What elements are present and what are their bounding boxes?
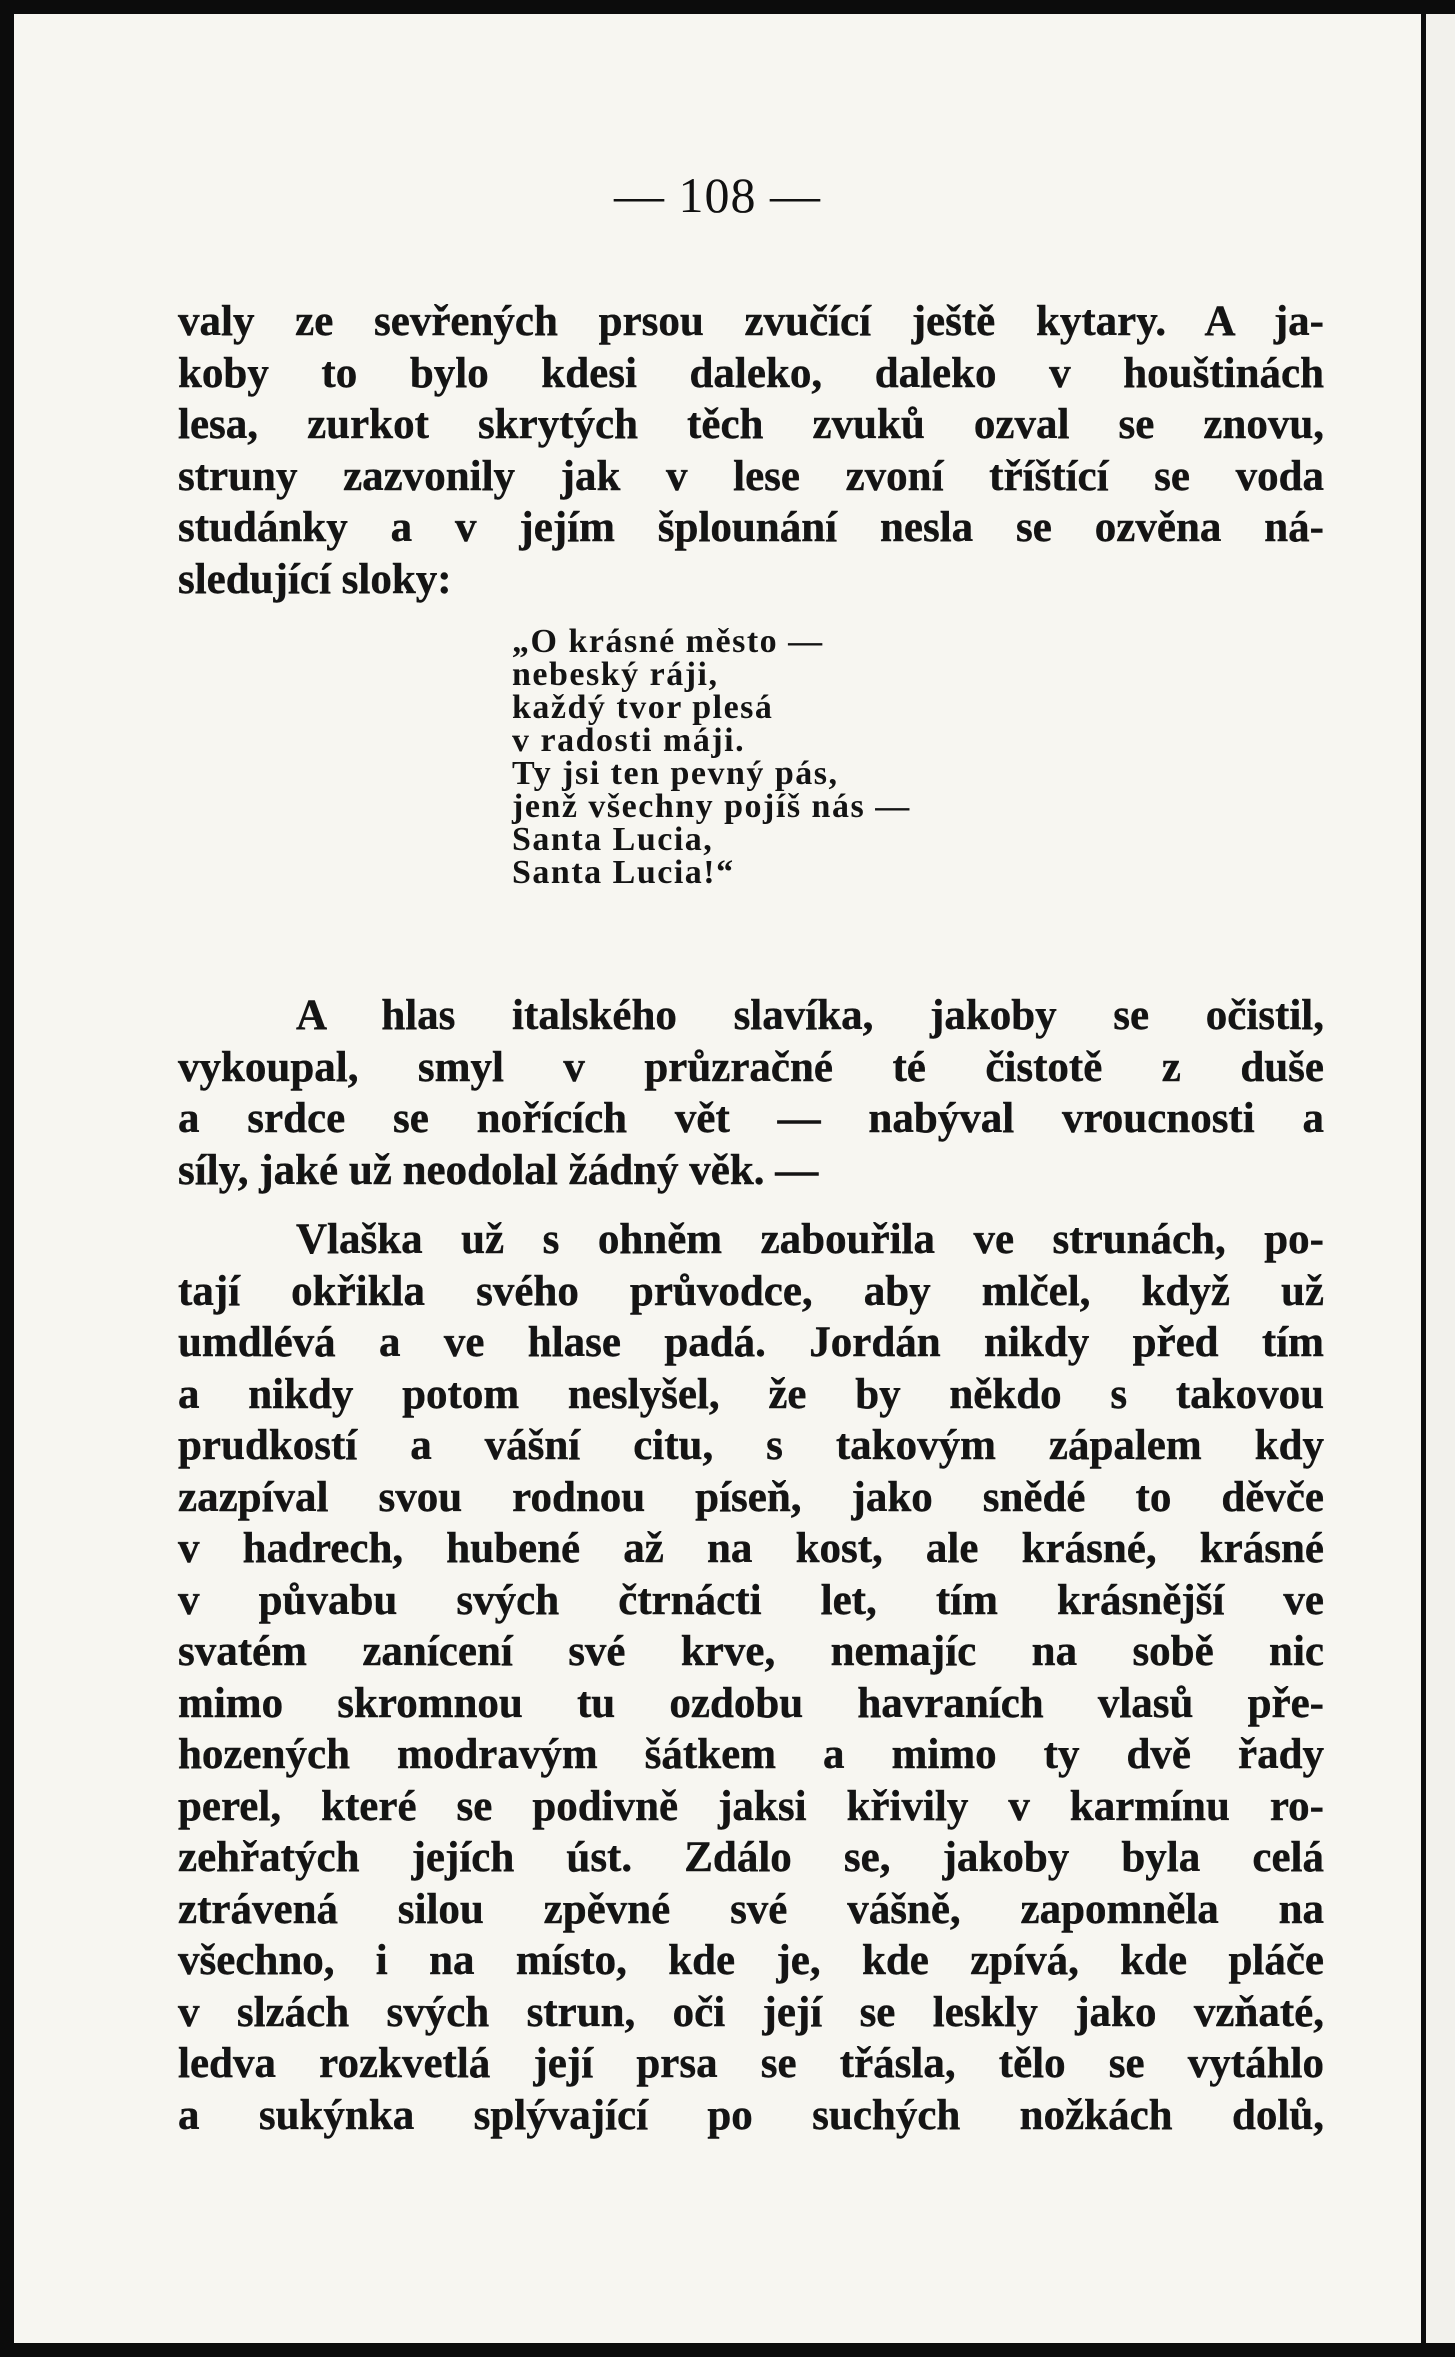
text-line: sledující sloky: (178, 555, 452, 603)
text-line: a nikdy potom neslyšel, že by někdo s takovou (178, 1370, 1324, 1418)
verse-line: Santa Lucia, (512, 821, 714, 858)
text-line: umdlévá a ve hlase padá. Jordán nikdy před tím (178, 1319, 1324, 1366)
text-line: svatém zanícení své krve, nemajíc na sobě nic (178, 1628, 1324, 1675)
text-line: hozených modravým šátkem a mimo ty dvě řady (178, 1731, 1324, 1778)
text-line: zehřatých jejích úst. Zdálo se, jakoby byla celá (178, 1834, 1324, 1881)
text-line: a srdce se nořících vět — nabýval vroucnosti a (178, 1095, 1324, 1142)
text-line: vykoupal, smyl v průzračné té čistotě z duše (178, 1043, 1324, 1091)
text-line: lesa, zurkot skrytých těch zvuků ozval se znovu, (178, 401, 1324, 448)
text-line: a sukýnka splývající po suchých nožkách dolů, (178, 2091, 1324, 2139)
verse-line: nebeský ráji, (512, 656, 719, 693)
text-line: A hlas italského slavíka, jakoby se očistil, (296, 992, 1324, 1039)
text-line: v hadrech, hubené až na kost, ale krásné, krásné (178, 1525, 1324, 1572)
text-line: ledva rozkvetlá její prsa se třásla, tělo se vytáhlo (178, 2040, 1324, 2087)
text-line: Vlaška už s ohněm zabouřila ve strunách, po- (296, 1216, 1324, 1263)
verse-line: Santa Lucia!“ (512, 854, 735, 891)
verse-line: v radosti máji. (512, 722, 746, 759)
verse-line: „O krásné město — (512, 623, 824, 660)
text-line: valy ze sevřených prsou zvučící ještě kytary. A ja- (178, 298, 1324, 345)
text-line: perel, které se podivně jaksi křivily v karmínu ro- (178, 1782, 1324, 1830)
text-line: struny zazvonily jak v lese zvoní tříštící se voda (178, 452, 1324, 500)
verse-line: Ty jsi ten pevný pás, (512, 755, 839, 792)
text-line: v půvabu svých čtrnácti let, tím krásnější ve (178, 1576, 1324, 1624)
page-edge (1421, 14, 1455, 2343)
text-line: síly, jaké už neodolal žádný věk. — (178, 1146, 819, 1194)
text-line: tají okřikla svého průvodce, aby mlčel, když už (178, 1267, 1324, 1315)
text-line: mimo skromnou tu ozdobu havraních vlasů pře- (178, 1679, 1324, 1727)
page-number: — 108 — (614, 167, 821, 223)
text-line: studánky a v jejím šplounání nesla se ozvěna ná- (178, 504, 1324, 551)
text-line: ztrávená silou zpěvné své vášně, zapomněla na (178, 1885, 1324, 1933)
text-line: v slzách svých strun, oči její se leskly jako vzňaté, (178, 1988, 1324, 2036)
paragraph-2 (178, 990, 1324, 1196)
text-line: koby to bylo kdesi daleko, daleko v houštinách (178, 349, 1324, 397)
verse-line: každý tvor plesá (512, 689, 774, 726)
verse-line: jenž všechny pojíš nás — (512, 788, 911, 825)
song-verse (512, 625, 911, 889)
text-line: všechno, i na místo, kde je, kde zpívá, kde pláče (178, 1937, 1324, 1984)
paragraph-3 (178, 1214, 1324, 2141)
text-line: zazpíval svou rodnou píseň, jako snědé to děvče (178, 1473, 1324, 1521)
paragraph-1 (178, 296, 1324, 605)
book-page (14, 14, 1421, 2343)
text-line: prudkostí a vášní citu, s takovým zápalem kdy (178, 1422, 1324, 1469)
